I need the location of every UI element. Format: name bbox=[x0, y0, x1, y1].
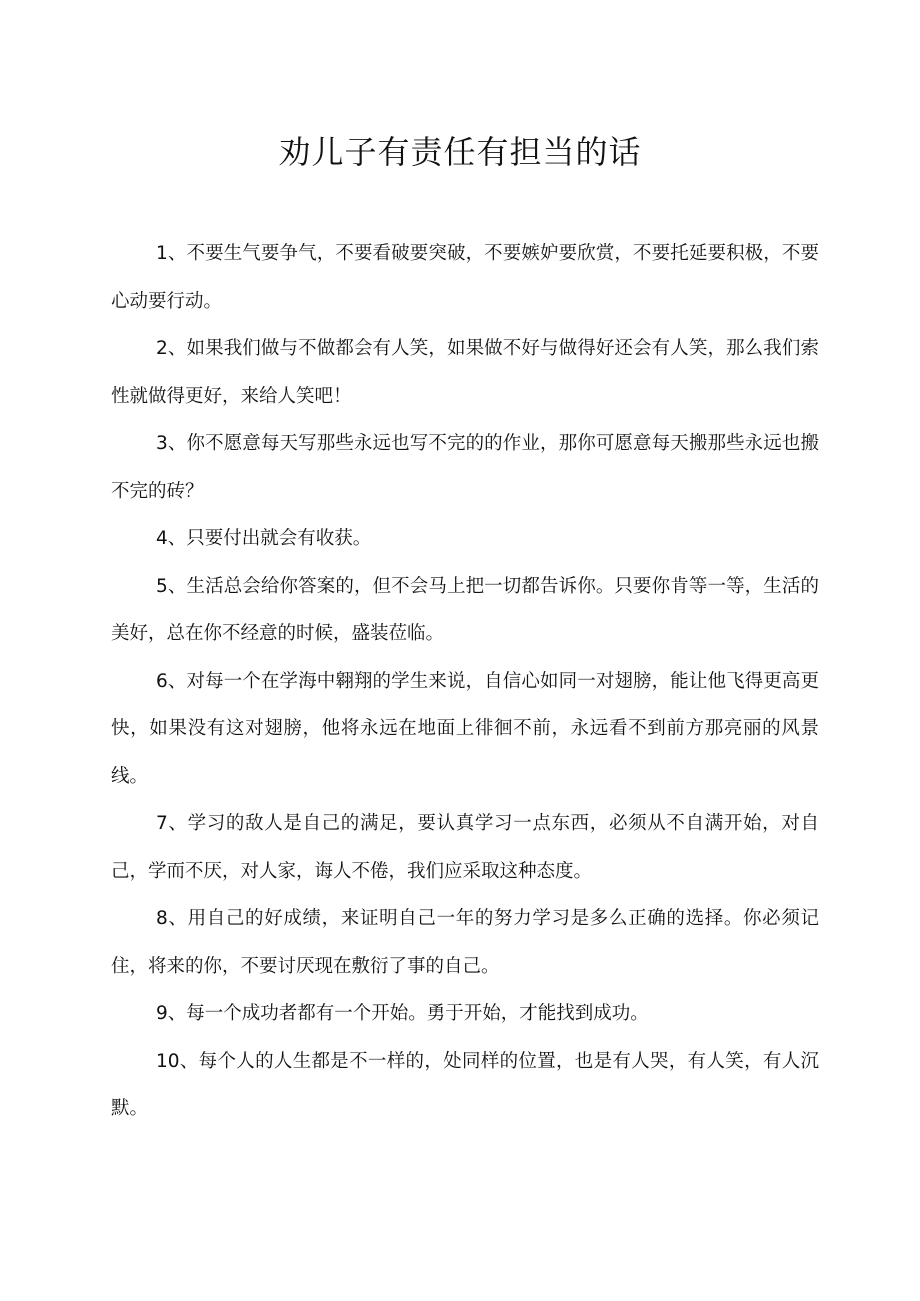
paragraph-2: 2、如果我们做与不做都会有人笑，如果做不好与做得好还会有人笑，那么我们索性就做得更好，来给人笑吧！ bbox=[111, 338, 819, 407]
paragraph-7: 7、学习的敌人是自己的满足，要认真学习一点东西，必须从不自满开始，对自己，学而不厌，对人家，诲人不倦，我们应采取这种态度。 bbox=[111, 813, 819, 882]
paragraph-8: 8、用自己的好成绩，来证明自己一年的努力学习是多么正确的选择。你必须记住，将来的你，不要讨厌现在敷衍了事的自己。 bbox=[111, 908, 819, 977]
paragraph-1: 1、不要生气要争气，不要看破要突破，不要嫉妒要欣赏，不要托延要积极，不要心动要行动。 bbox=[111, 243, 819, 312]
paragraph-3: 3、你不愿意每天写那些永远也写不完的的作业，那你可愿意每天搬那些永远也搬不完的砖？ bbox=[111, 433, 819, 502]
document-body bbox=[111, 230, 819, 1133]
paragraph-6: 6、对每一个在学海中翱翔的学生来说，自信心如同一对翅膀，能让他飞得更高更快，如果没有这对翅膀，他将永远在地面上徘徊不前，永远看不到前方那亮丽的风景线。 bbox=[111, 670, 819, 787]
paragraph-4: 4、只要付出就会有收获。 bbox=[156, 528, 372, 549]
paragraph-5: 5、生活总会给你答案的，但不会马上把一切都告诉你。只要你肯等一等，生活的美好，总在你不经意的时候，盛装莅临。 bbox=[111, 575, 819, 644]
paragraph-9: 9、每一个成功者都有一个开始。勇于开始，才能找到成功。 bbox=[156, 1003, 649, 1024]
document-title: 劝儿子有责任有担当的话 bbox=[278, 133, 642, 171]
paragraph-10: 10、每个人的人生都是不一样的，处同样的位置，也是有人哭，有人笑，有人沉默。 bbox=[111, 1050, 819, 1119]
